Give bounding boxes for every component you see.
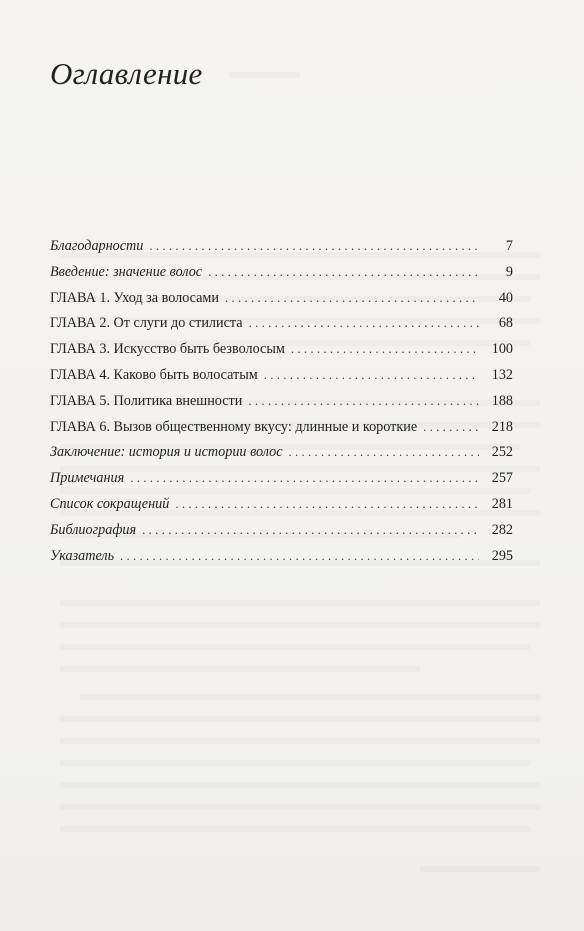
dot-leader <box>175 494 479 514</box>
toc-entry-page-number: 9 <box>505 263 513 280</box>
toc-entry-page-number: 295 <box>491 547 513 564</box>
toc-entry-page-number: 100 <box>491 341 513 358</box>
toc-entry-page-number: 7 <box>505 238 513 254</box>
toc-entry-title: ГЛАВА 1. Уход за волосами <box>50 289 219 306</box>
dot-leader <box>248 391 479 411</box>
toc-entry-page-number: 252 <box>491 444 513 461</box>
toc-entry <box>50 442 513 468</box>
dot-leader <box>264 365 479 385</box>
toc-entry <box>50 417 513 443</box>
toc-entry-title: Список сокращений <box>50 495 170 512</box>
dot-leader <box>225 288 479 308</box>
toc-entry-page-number: 132 <box>491 366 513 383</box>
dot-leader <box>291 339 479 359</box>
dot-leader <box>289 442 479 462</box>
toc-entry-page-number: 281 <box>491 495 513 512</box>
toc-entry-title: ГЛАВА 3. Искусство быть безволосым <box>50 341 285 358</box>
toc-entry <box>50 520 513 546</box>
toc-entry-page-number: 282 <box>491 521 513 538</box>
toc-entry-title: Примечания <box>50 470 125 487</box>
toc-entry-title: Указатель <box>50 547 115 564</box>
toc-entry-page-number: 40 <box>498 289 513 306</box>
toc-entry <box>50 468 513 494</box>
toc-entry <box>50 365 513 391</box>
toc-entry <box>50 288 513 314</box>
toc-entry-title: Библиография <box>50 521 137 538</box>
dot-leader <box>142 520 479 540</box>
dot-leader <box>208 262 479 282</box>
toc-entry-title: ГЛАВА 4. Каково быть волосатым <box>50 366 258 383</box>
dot-leader <box>130 468 479 488</box>
dot-leader <box>120 546 479 566</box>
toc-entry <box>50 313 513 339</box>
toc-entry-title: ГЛАВА 6. Вызов общественному вкусу: длинные и короткие <box>50 418 418 435</box>
dot-leader <box>423 417 479 437</box>
toc-entry-title: Введение: значение волос <box>50 263 203 280</box>
toc-entry-title: ГЛАВА 2. От слуги до стилиста <box>50 315 243 332</box>
toc-entry-page-number: 188 <box>491 392 513 409</box>
toc-entry <box>50 236 513 262</box>
toc-entry-page-number: 68 <box>498 315 513 332</box>
page-title: Оглавление <box>50 56 203 91</box>
toc-entry <box>50 391 513 417</box>
toc-entry-title: Благодарности <box>50 238 144 254</box>
toc-entry-page-number: 257 <box>491 470 513 487</box>
dot-leader <box>149 236 479 256</box>
toc-entry-title: ГЛАВА 5. Политика внешности <box>50 392 243 409</box>
toc-entry <box>50 494 513 520</box>
dot-leader <box>249 313 479 333</box>
toc-entry-page-number: 218 <box>491 418 513 435</box>
table-of-contents <box>50 236 513 571</box>
toc-entry-title: Заключение: история и истории волос <box>50 444 283 461</box>
toc-entry <box>50 262 513 288</box>
toc-entry <box>50 339 513 365</box>
toc-entry <box>50 546 513 572</box>
